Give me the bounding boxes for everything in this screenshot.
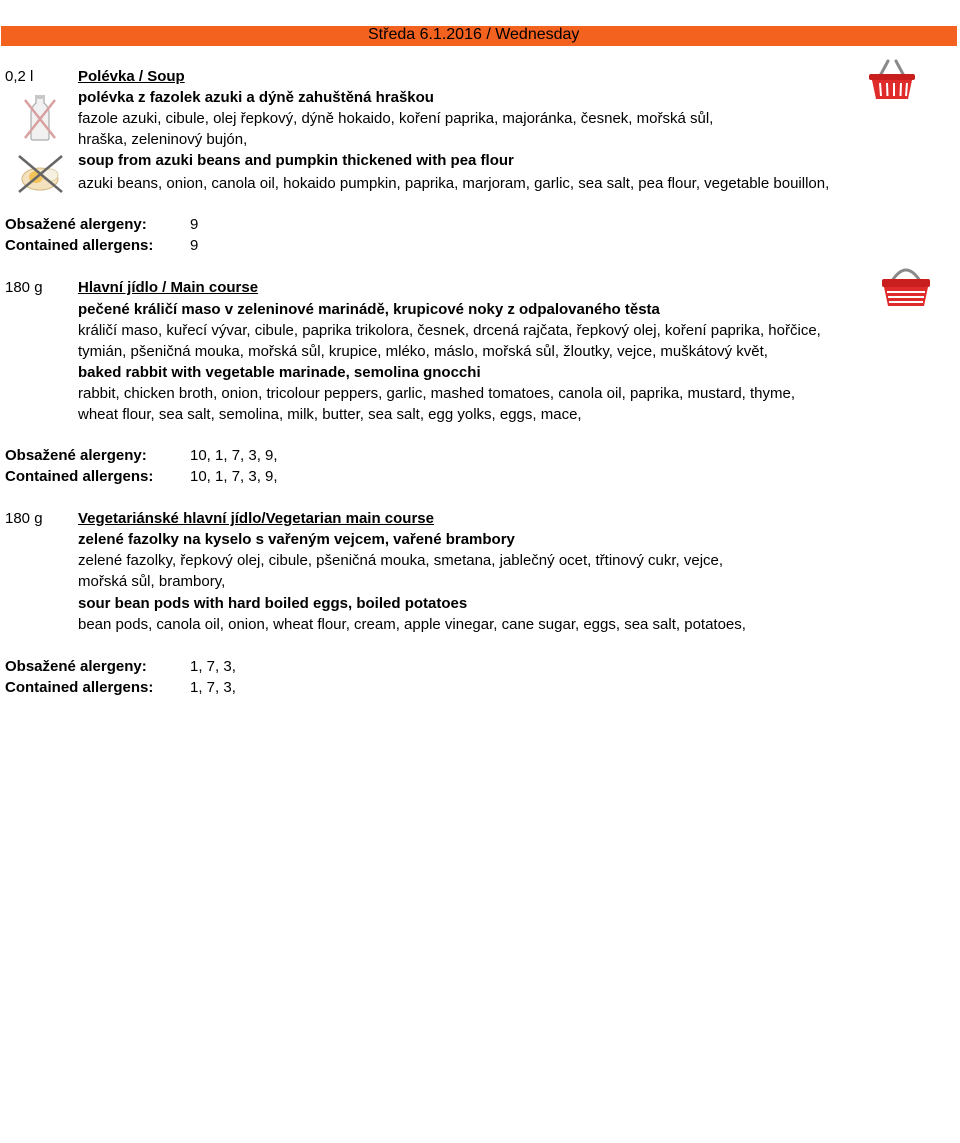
vegetarian-allergens-en: 1, 7, 3, (190, 679, 236, 696)
soup-ingredients-cz-1: fazole azuki, cibule, olej řepkový, dýně hokaido, koření paprika, majoránka, česnek, mořská sůl, (78, 110, 714, 127)
vegetarian-ingredients-cz-2: mořská sůl, brambory, (78, 573, 226, 590)
vegetarian-ingredients-cz-1: zelené fazolky, řepkový olej, cibule, pšeničná mouka, smetana, jablečný ocet, třtinový cukr, vejce, (78, 552, 724, 569)
vegetarian-ingredients-en: bean pods, canola oil, onion, wheat flour, cream, apple vinegar, cane sugar, eggs, sea salt, potatoes, (78, 616, 746, 633)
main-allergens-label-cz: Obsažené alergeny: (5, 447, 147, 464)
main-category: Hlavní jídlo / Main course (78, 279, 259, 296)
soup-allergens-label-cz: Obsažené alergeny: (5, 216, 147, 233)
soup-allergens-en: 9 (190, 237, 199, 254)
crossed-milk-icon (22, 94, 58, 142)
soup-category: Polévka / Soup (78, 68, 185, 85)
vegetarian-name-en: sour bean pods with hard boiled eggs, boiled potatoes (78, 595, 468, 612)
main-name-cz: pečené králičí maso v zeleninové marinádě, krupicové noky z odpalovaného těsta (78, 301, 660, 318)
basket-icon (866, 58, 918, 102)
main-allergens-cz: 10, 1, 7, 3, 9, (190, 447, 278, 464)
vegetarian-category: Vegetariánské hlavní jídlo/Vegetarian main course (78, 510, 434, 527)
soup-quantity: 0,2 l (5, 68, 34, 85)
soup-ingredients-en: azuki beans, onion, canola oil, hokaido pumpkin, paprika, marjoram, garlic, sea salt, pea flour, vegetable bouillon, (78, 175, 830, 192)
main-name-en: baked rabbit with vegetable marinade, semolina gnocchi (78, 364, 481, 381)
crossed-egg-icon (16, 152, 66, 196)
main-ingredients-en-1: rabbit, chicken broth, onion, tricolour peppers, garlic, mashed tomatoes, canola oil, paprika, mustard, thyme, (78, 385, 796, 402)
main-allergens-label-en: Contained allergens: (5, 468, 154, 485)
basket-icon (879, 259, 933, 309)
main-ingredients-cz-1: králičí maso, kuřecí vývar, cibule, paprika trikolora, česnek, drcená rajčata, řepkový olej, koření paprika, hořčice, (78, 322, 821, 339)
main-ingredients-cz-2: tymián, pšeničná mouka, mořská sůl, krupice, mléko, máslo, mořská sůl, žloutky, vejce, muškátový květ, (78, 343, 768, 360)
soup-name-cz: polévka z fazolek azuki a dýně zahuštěná hraškou (78, 89, 434, 106)
soup-name-en: soup from azuki beans and pumpkin thickened with pea flour (78, 152, 514, 169)
vegetarian-allergens-label-en: Contained allergens: (5, 679, 154, 696)
vegetarian-allergens-label-cz: Obsažené alergeny: (5, 658, 147, 675)
vegetarian-allergens-cz: 1, 7, 3, (190, 658, 236, 675)
main-allergens-en: 10, 1, 7, 3, 9, (190, 468, 278, 485)
main-ingredients-en-2: wheat flour, sea salt, semolina, milk, butter, sea salt, egg yolks, eggs, mace, (78, 406, 582, 423)
soup-allergens-cz: 9 (190, 216, 199, 233)
menu-date: Středa 6.1.2016 / Wednesday (368, 26, 580, 43)
soup-ingredients-cz-2: hraška, zeleninový bujón, (78, 131, 248, 148)
vegetarian-quantity: 180 g (5, 510, 43, 527)
vegetarian-name-cz: zelené fazolky na kyselo s vařeným vejcem, vařené brambory (78, 531, 515, 548)
main-quantity: 180 g (5, 279, 43, 296)
soup-allergens-label-en: Contained allergens: (5, 237, 154, 254)
